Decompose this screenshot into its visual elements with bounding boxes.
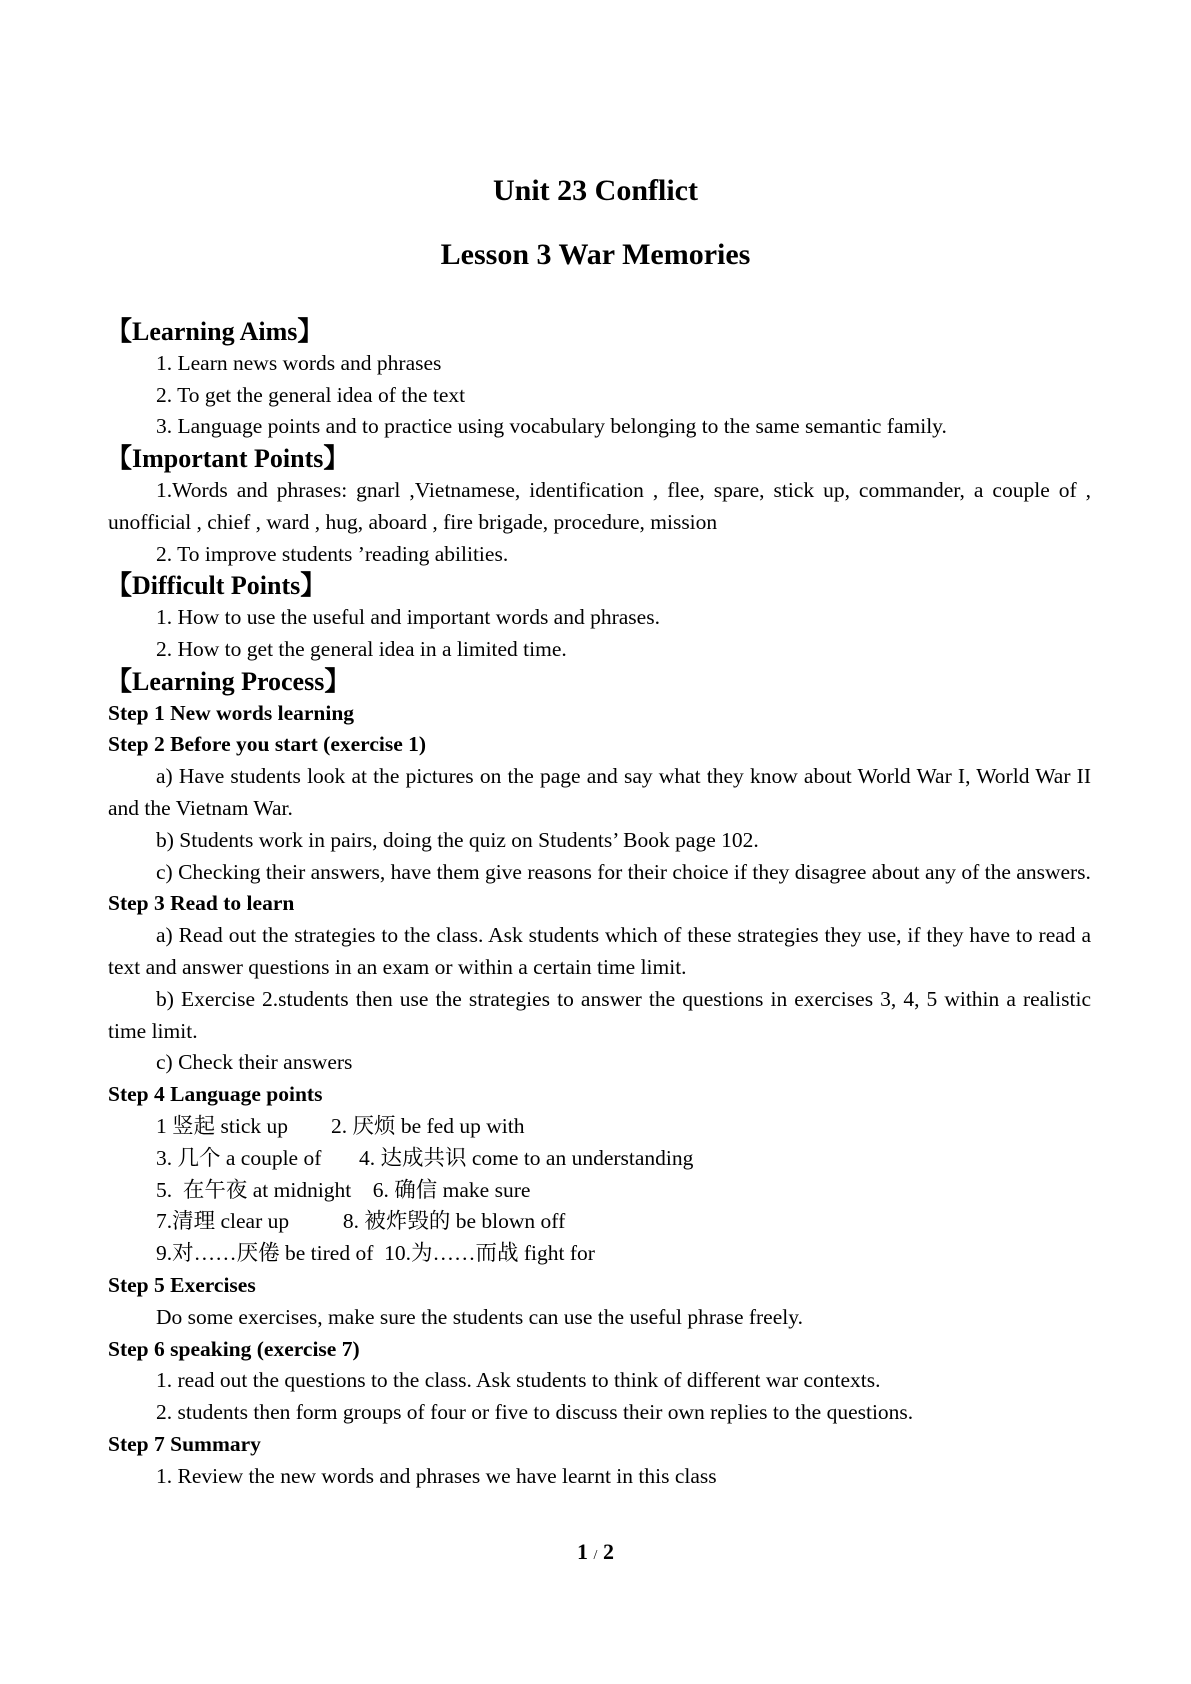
language-point-row: 3. 几个 a couple of 4. 达成共识 come to an understanding: [156, 1145, 694, 1170]
page-total: 2: [602, 1539, 614, 1564]
document-body: [108, 316, 1091, 1492]
language-point-row: 9.对……厌倦 be tired of 10.为……而战 fight for: [156, 1241, 595, 1266]
step-6-title: Step 6 speaking (exercise 7): [108, 1336, 360, 1361]
step-2-title: Step 2 Before you start (exercise 1): [108, 732, 427, 757]
step-7-title: Step 7 Summary: [108, 1431, 261, 1456]
step-7-item: 1. Review the new words and phrases we have learnt in this class: [156, 1463, 717, 1488]
step-3-item: a) Read out the strategies to the class. Ask students which of these strategies they use, if they have to read a text and answer questions in an exam or within a certain time limit.: [108, 923, 1091, 979]
document-title: Unit 23 Conflict: [493, 174, 698, 207]
language-point-row: 5. 在午夜 at midnight 6. 确信 make sure: [156, 1177, 531, 1202]
step-4-title: Step 4 Language points: [108, 1082, 323, 1107]
language-point-row: 7.清理 clear up 8. 被炸毁的 be blown off: [156, 1209, 566, 1234]
difficult-points-item: 1. How to use the useful and important words and phrases.: [156, 605, 660, 630]
step-5-title: Step 5 Exercises: [108, 1272, 256, 1297]
page-separator: /: [593, 1548, 598, 1563]
document-subtitle: Lesson 3 War Memories: [440, 238, 751, 271]
learning-aims-item: 1. Learn news words and phrases: [156, 350, 442, 375]
difficult-points-heading: 【Difficult Points】: [106, 571, 327, 601]
step-3-item: b) Exercise 2.students then use the strategies to answer the questions in exercises 3, 4, 5 within a realistic time limit.: [108, 986, 1091, 1043]
language-point-row: 1 竖起 stick up 2. 厌烦 be fed up with: [156, 1113, 525, 1138]
page-current: 1: [577, 1539, 589, 1564]
step-6-item: 1. read out the questions to the class. Ask students to think of different war contexts.: [156, 1368, 881, 1393]
learning-aims-item: 3. Language points and to practice using vocabulary belonging to the same semantic family.: [156, 414, 947, 439]
page-number: [0, 1538, 1191, 1570]
important-points-item: 1.Words and phrases: gnarl ,Vietnamese, identification , flee, spare, stick up, commander, a couple of , unofficial , chief , ward , hug, aboard , fire brigade, procedure, mission: [108, 477, 1091, 534]
learning-aims-heading: 【Learning Aims】: [106, 317, 324, 346]
learning-aims-item: 2. To get the general idea of the text: [156, 382, 466, 407]
step-2-item: b) Students work in pairs, doing the quiz on Students’ Book page 102.: [156, 827, 759, 852]
important-points-heading: 【Important Points】: [106, 444, 350, 474]
step-1-title: Step 1 New words learning: [108, 700, 355, 725]
step-5-item: Do some exercises, make sure the students can use the useful phrase freely.: [156, 1304, 803, 1329]
step-3-item: c) Check their answers: [156, 1050, 353, 1075]
difficult-points-item: 2. How to get the general idea in a limited time.: [156, 636, 567, 661]
step-3-title: Step 3 Read to learn: [108, 891, 295, 916]
step-2-item: c) Checking their answers, have them give reasons for their choice if they disagree about any of the answers.: [156, 859, 1091, 884]
learning-process-heading: 【Learning Process】: [106, 666, 351, 696]
step-2-item: a) Have students look at the pictures on the page and say what they know about World War I, World War II and the Vietnam War.: [108, 764, 1091, 820]
important-points-item: 2. To improve students ’reading abilities.: [156, 541, 509, 566]
step-6-item: 2. students then form groups of four or five to discuss their own replies to the questions.: [156, 1400, 914, 1425]
